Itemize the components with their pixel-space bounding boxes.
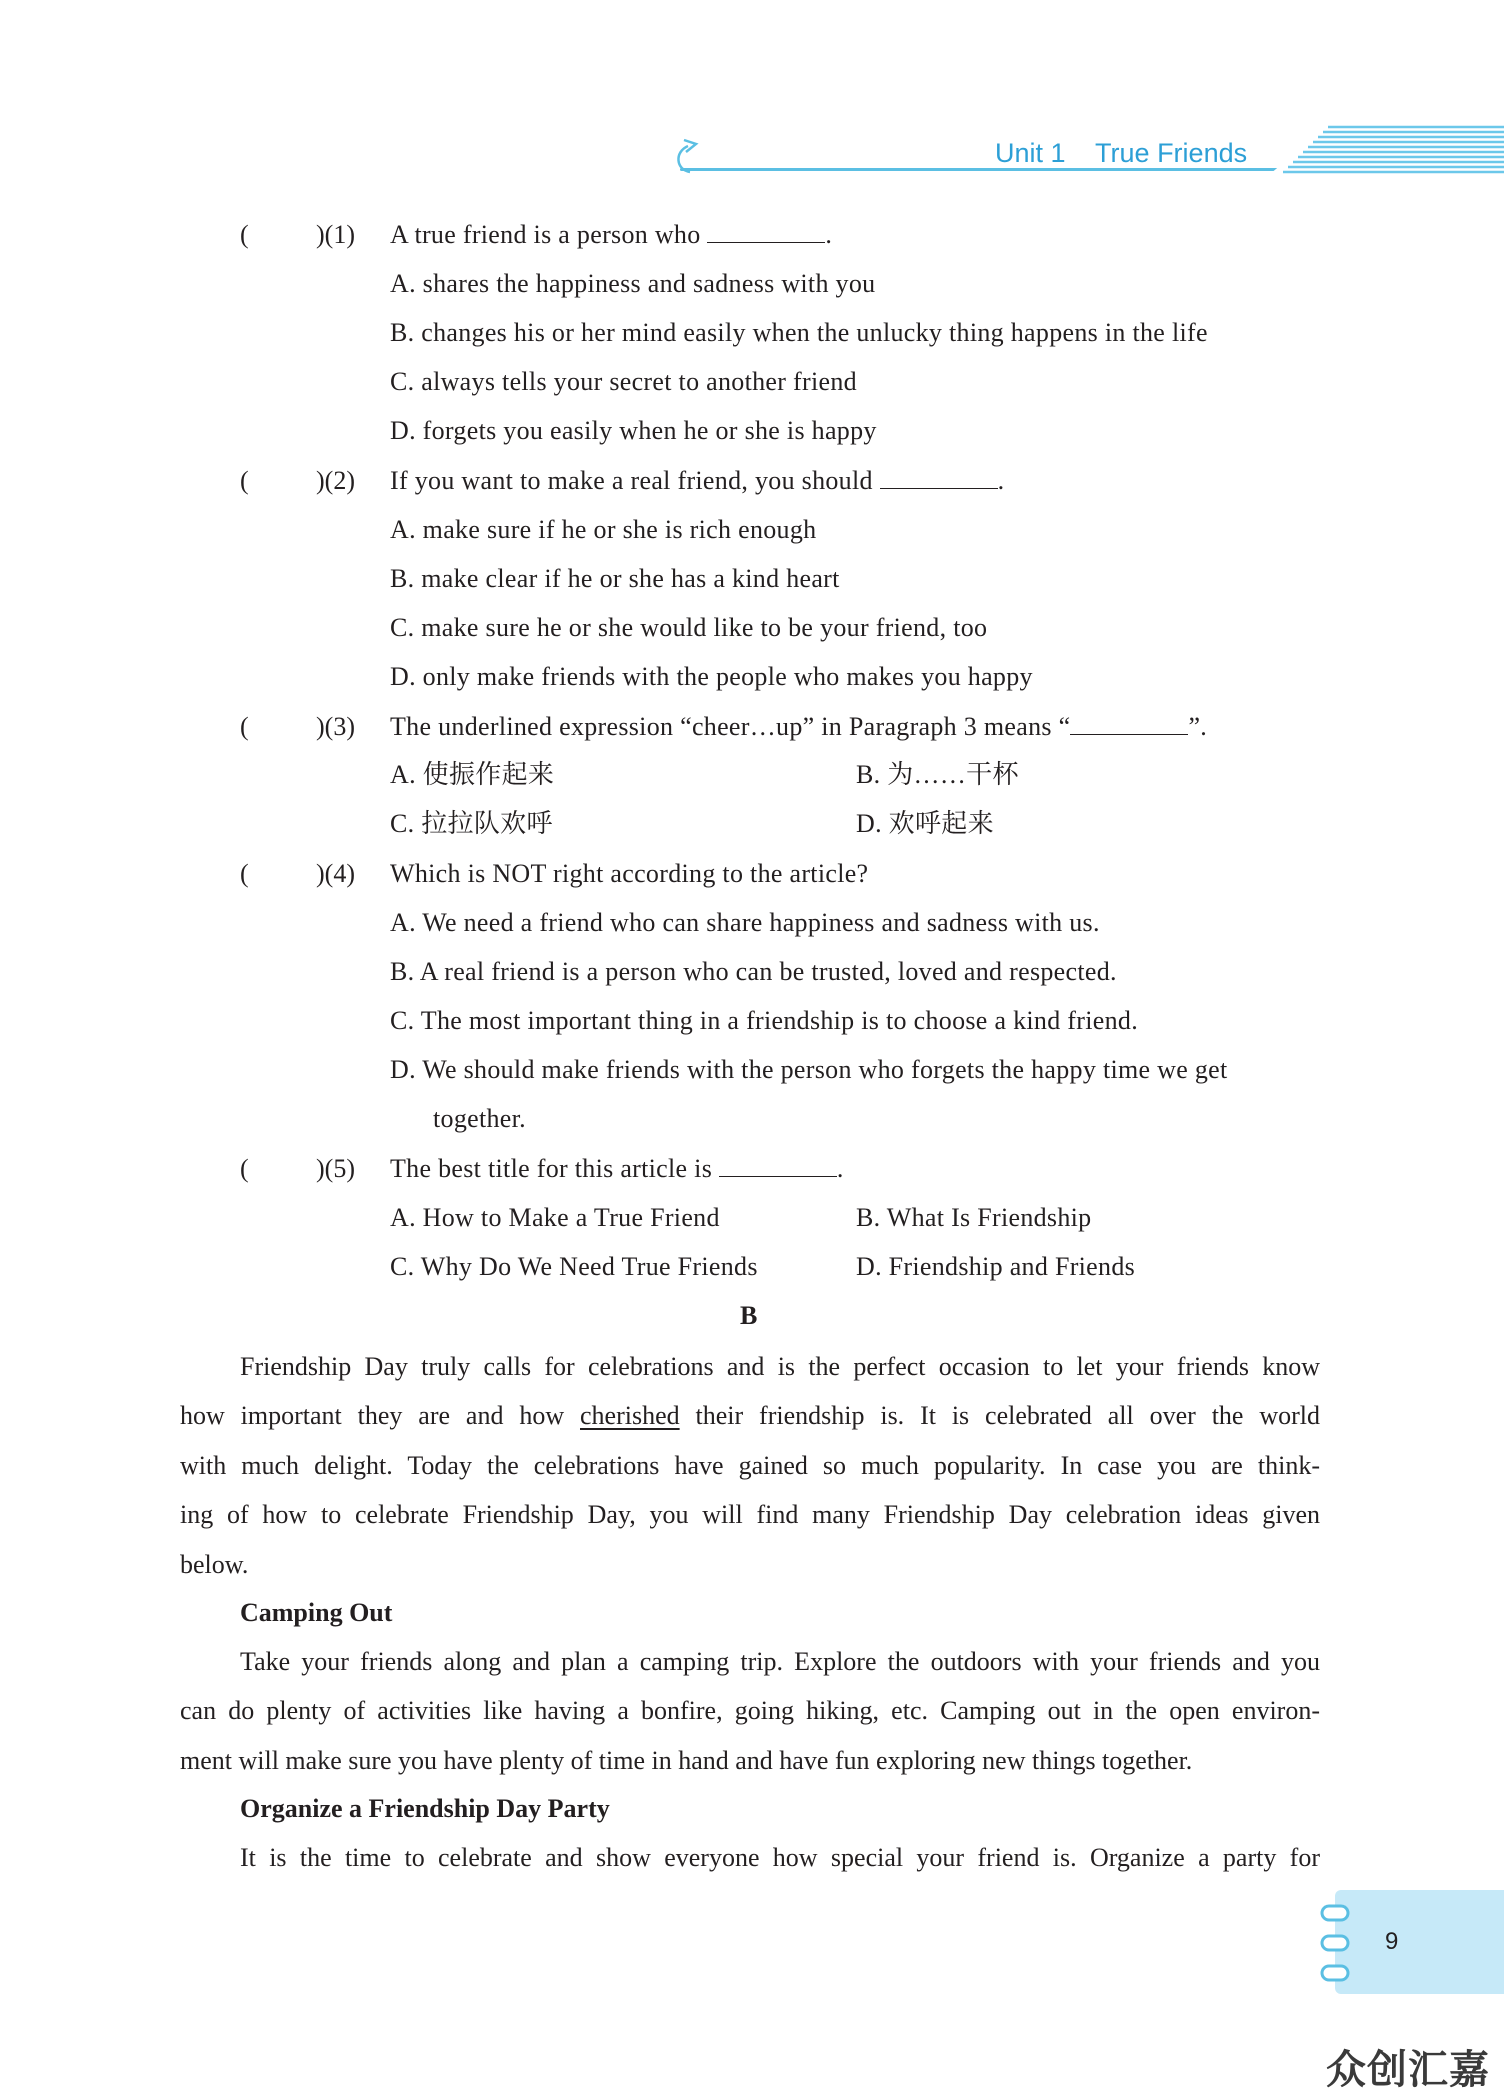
- question-number: )(5): [316, 1154, 355, 1183]
- question-text: If you want to make a real friend, you should .: [390, 466, 1005, 495]
- question-number: )(1): [316, 220, 355, 249]
- answer-blank: [719, 1154, 837, 1177]
- underlined-word-cherished: cherished: [580, 1401, 680, 1431]
- option-b: B. 为……干杯: [856, 760, 1019, 789]
- option-b: B. changes his or her mind easily when the unlucky thing happens in the life: [390, 318, 1208, 347]
- question-text: The underlined expression “cheer…up” in Paragraph 3 means “ ”.: [390, 712, 1208, 741]
- option-a: A. 使振作起来: [390, 760, 555, 789]
- camping-out-heading: Camping Out: [240, 1598, 393, 1627]
- option-d-continuation: together.: [433, 1104, 526, 1133]
- paragraph-line: ing of how to celebrate Friendship Day, you will find many Friendship Day celebration ideas given: [180, 1500, 1320, 1530]
- section-b-heading: B: [740, 1301, 758, 1330]
- option-d: D. forgets you easily when he or she is happy: [390, 416, 877, 445]
- page-number-tab: [1335, 1890, 1504, 1994]
- option-a: A. make sure if he or she is rich enough: [390, 515, 817, 544]
- question-text: A true friend is a person who .: [390, 220, 833, 249]
- paragraph-line: ment will make sure you have plenty of time in hand and have fun exploring new things together.: [180, 1745, 1193, 1775]
- paragraph-line: It is the time to celebrate and show everyone how special your friend is. Organize a party for: [240, 1843, 1320, 1872]
- answer-paren[interactable]: (: [240, 466, 249, 495]
- camping-out-paragraph: [180, 1637, 1320, 1785]
- paragraph-line: with much delight. Today the celebrations have gained so much popularity. In case you are think-: [180, 1450, 1320, 1480]
- binder-rings-icon: [1318, 1900, 1352, 1990]
- header-stripes-decoration: [1270, 124, 1504, 174]
- answer-paren[interactable]: (: [240, 220, 249, 249]
- option-b: B. What Is Friendship: [856, 1203, 1092, 1232]
- question-number: )(4): [316, 859, 355, 888]
- option-a: A. How to Make a True Friend: [390, 1203, 720, 1232]
- option-c: C. Why Do We Need True Friends: [390, 1252, 758, 1281]
- option-a: A. shares the happiness and sadness with you: [390, 269, 876, 298]
- option-c: C. The most important thing in a friendship is to choose a kind friend.: [390, 1006, 1138, 1035]
- option-d: D. 欢呼起来: [856, 809, 994, 838]
- option-d: D. Friendship and Friends: [856, 1252, 1136, 1281]
- answer-blank: [880, 466, 998, 489]
- section-b-intro-paragraph: [180, 1342, 1320, 1589]
- answer-blank: [707, 220, 825, 243]
- option-c: C. make sure he or she would like to be your friend, too: [390, 613, 988, 642]
- paragraph-line: Take your friends along and plan a camping trip. Explore the outdoors with your friends and you: [240, 1647, 1320, 1676]
- answer-paren[interactable]: (: [240, 712, 249, 741]
- question-text: Which is NOT right according to the article?: [390, 859, 869, 888]
- question-number: )(2): [316, 466, 355, 495]
- paragraph-line: how important they are and how cherished their friendship is. It is celebrated all over the world: [180, 1401, 1321, 1431]
- answer-paren[interactable]: (: [240, 1154, 249, 1183]
- option-c: C. always tells your secret to another friend: [390, 367, 857, 396]
- page-number: 9: [1385, 1928, 1399, 1955]
- watermark: 众创汇嘉: [1326, 2047, 1490, 2093]
- option-c: C. 拉拉队欢呼: [390, 809, 553, 838]
- answer-blank: [1070, 712, 1188, 735]
- option-a: A. We need a friend who can share happiness and sadness with us.: [390, 908, 1100, 937]
- paragraph-line: below.: [180, 1549, 249, 1579]
- option-d: D. We should make friends with the person who forgets the happy time we get: [390, 1055, 1228, 1084]
- question-number: )(3): [316, 712, 355, 741]
- party-paragraph: [180, 1833, 1320, 1882]
- paragraph-line: Friendship Day truly calls for celebrations and is the perfect occasion to let your friends know: [240, 1352, 1320, 1381]
- answer-paren[interactable]: (: [240, 859, 249, 888]
- paragraph-line: can do plenty of activities like having a bonfire, going hiking, etc. Camping out in the open environ-: [180, 1696, 1320, 1726]
- option-b: B. A real friend is a person who can be trusted, loved and respected.: [390, 957, 1117, 986]
- header-unit-title: Unit 1 True Friends: [995, 138, 1248, 168]
- party-heading: Organize a Friendship Day Party: [240, 1794, 610, 1823]
- question-text: The best title for this article is .: [390, 1154, 844, 1183]
- option-b: B. make clear if he or she has a kind heart: [390, 564, 840, 593]
- option-d: D. only make friends with the people who makes you happy: [390, 662, 1033, 691]
